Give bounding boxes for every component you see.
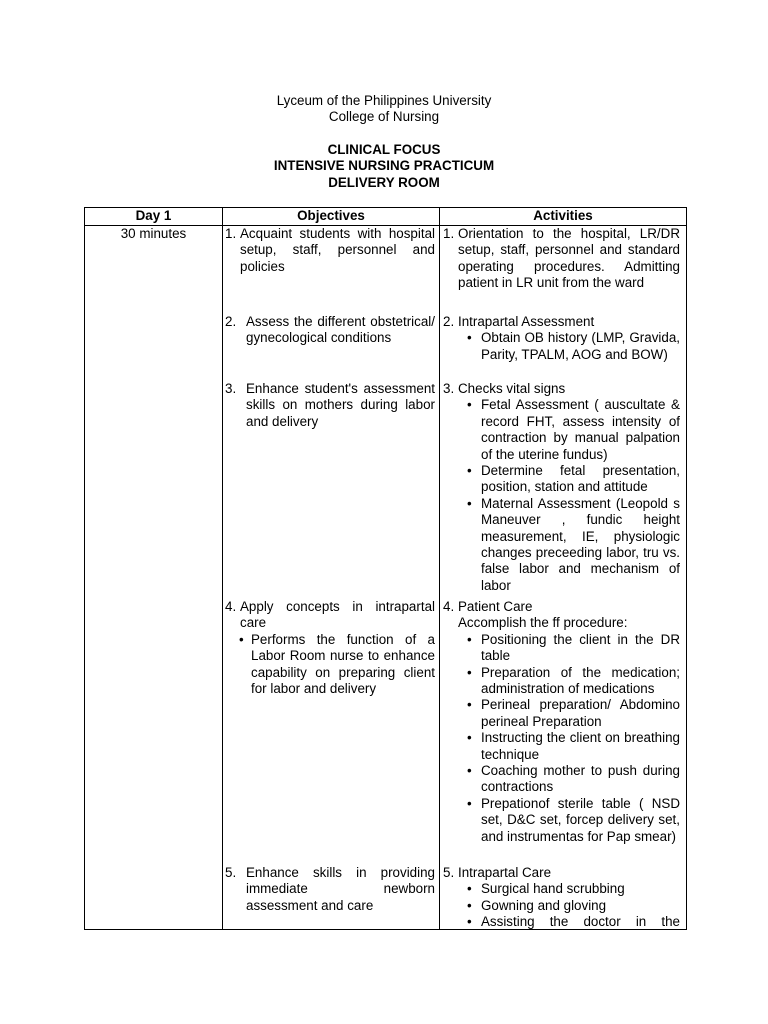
activity-5-bullet-2: • Gowning and gloving [467, 897, 607, 913]
activity-4-bullet-5: • Coaching mother to push during contractions [467, 763, 680, 795]
activity-4-bullet-3: • Perineal preparation/ Abdomino perineal Preparation [467, 697, 680, 729]
area-title: DELIVERY ROOM [328, 174, 440, 190]
header-objectives: Objectives [223, 208, 440, 226]
duration-text: 30 minutes [120, 226, 187, 241]
objective-4-bullet: • Performs the function of a Labor Room nurse to enhance capability on preparing client for labor and delivery [239, 631, 435, 697]
activities-cell [440, 226, 687, 930]
objective-5: 5. Enhance skills in providing immediate newborn assessment and care [225, 865, 435, 913]
university-name: Lyceum of the Philippines University [276, 93, 492, 108]
activity-5-bullet-3: • Assisting the doctor in the [467, 914, 680, 930]
clinical-focus-title: CLINICAL FOCUS [327, 142, 441, 157]
header-day: Day 1 [85, 208, 223, 226]
activity-4: 4. Patient Care Accomplish the ff procedure: • Positioning the client in the DR table • Preparation of the medication; administration of medications • Perineal preparation/ Abdomino perineal Preparation • Instructing the client on breathing technique • Coaching mother to push during contractions • Prepationof sterile table ( NSD set, D&C set, forcep delivery set, and instrumentas for Pap smear) [440, 599, 686, 845]
objective-4: 4. Apply concepts in intrapartal care • Performs the function of a Labor Room nurse to enhance capability on preparing client for labor and delivery [225, 599, 435, 697]
activity-2: 2. Intrapartal Assessment • Obtain OB history (LMP, Gravida, Parity, TPALM, AOG and BOW) [443, 314, 680, 362]
activity-5-bullet-1: • Surgical hand scrubbing [467, 881, 625, 897]
activity-3: 3. Checks vital signs • Fetal Assessment ( auscultate & record FHT, assess intensity of contraction by manual palpation of the uterine fundus) • Determine fetal presentation, position, station and attitude • Maternal Assessment (Leopold s Maneuver , fundic height measurement, IE, physiologic changes preceeding labor, tru vs. false labor and mechanism of labor [443, 381, 680, 593]
header-activities: Activities [440, 208, 687, 226]
document-title-block [0, 142, 768, 191]
activity-2-bullet-1: • Obtain OB history (LMP, Gravida, Parity, TPALM, AOG and BOW) [467, 330, 680, 362]
activity-3-bullet-2: • Determine fetal presentation, position, station and attitude [467, 463, 680, 495]
activity-4-intro: Accomplish the ff procedure: [458, 615, 628, 631]
activity-3-bullet-1: • Fetal Assessment ( auscultate & record FHT, assess intensity of contraction by manual palpation of the uterine fundus) [467, 397, 680, 462]
activity-4-bullet-6: • Prepationof sterile table ( NSD set, D&C set, forcep delivery set, and instrumentas for Pap smear) [467, 795, 680, 844]
practicum-title: INTENSIVE NURSING PRACTICUM [273, 158, 495, 174]
activity-1: 1. Orientation to the hospital, LR/DR setup, staff, personnel and standard operating procedures. Admitting patient in LR unit from the ward [443, 226, 680, 291]
duration-cell [85, 226, 223, 930]
document-header [0, 93, 768, 126]
table-header-row [85, 208, 687, 226]
activity-4-bullet-2: • Preparation of the medication; administration of medications [467, 664, 680, 697]
practicum-table [84, 207, 687, 930]
objective-3: 3. Enhance student's assessment skills on mothers during labor and delivery [225, 381, 435, 429]
objectives-cell [223, 226, 440, 930]
activity-5: 5. Intrapartal Care • Surgical hand scrubbing • Gowning and gloving • Assisting the doctor in the [443, 865, 680, 930]
objective-1: 1. Acquaint students with hospital setup, staff, personnel and policies [225, 226, 435, 274]
college-name: College of Nursing [328, 109, 440, 125]
activity-4-bullet-4: • Instructing the client on breathing technique [467, 730, 680, 762]
activity-4-bullet-1: • Positioning the client in the DR table [467, 631, 680, 664]
objective-2: 2. Assess the different obstetrical/ gynecological conditions [225, 314, 435, 346]
activity-3-bullet-3: • Maternal Assessment (Leopold s Maneuver , fundic height measurement, IE, physiologic changes preceeding labor, tru vs. false labor and mechanism of labor [467, 495, 680, 593]
table-row [85, 226, 687, 930]
